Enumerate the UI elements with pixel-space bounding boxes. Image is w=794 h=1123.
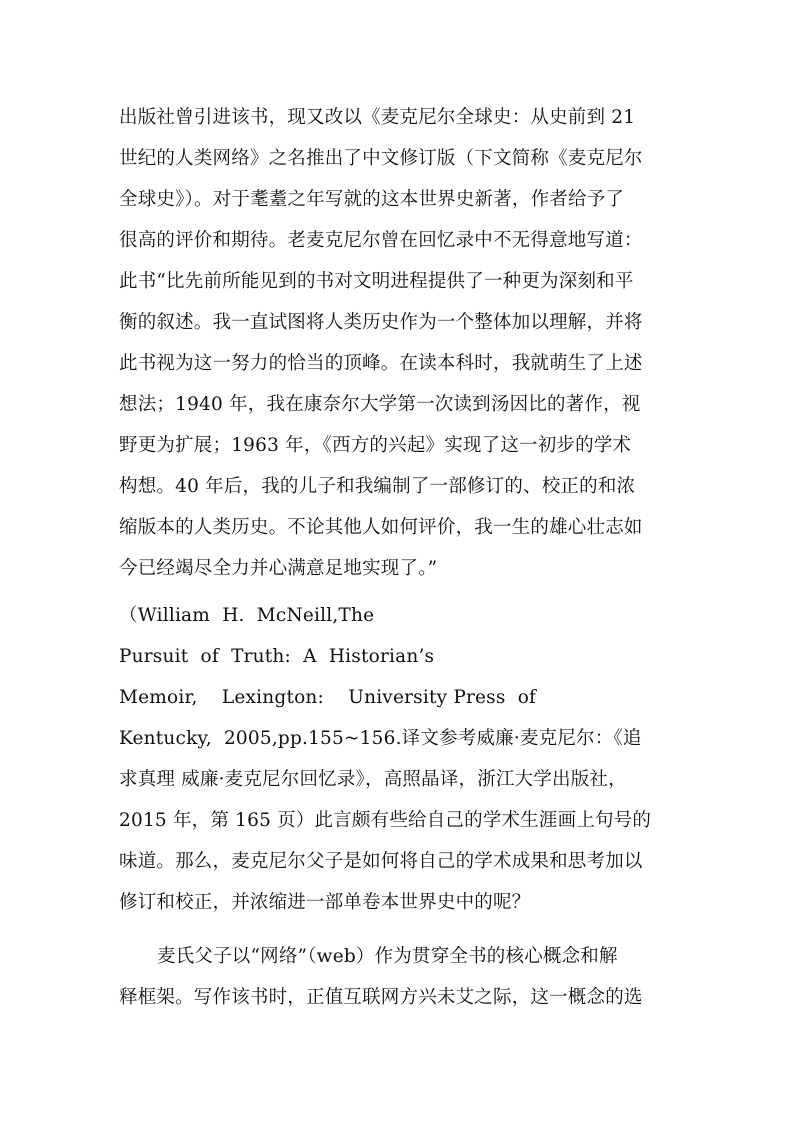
text-line: 今已经竭尽全力并心满意足地实现了。” — [119, 558, 438, 579]
text-line: 野更为扩展；1963 年，《西方的兴起》实现了这一初步的学术 — [119, 435, 632, 456]
text-line: 很高的评价和期待。老麦克尼尔曾在回忆录中不无得意地写道： — [119, 230, 643, 251]
text-line: 味道。那么，麦克尼尔父子是如何将自己的学术成果和思考加以 — [119, 851, 643, 872]
citation-line: Pursuit of Truth: A Historian’s — [119, 646, 435, 667]
text-line: 出版社曾引进该书，现又改以《麦克尼尔全球史：从史前到 21 — [119, 107, 636, 128]
citation-line: Memoir, Lexington: University Press of — [119, 687, 537, 708]
paragraph-start-line: 麦氏父子以“网络”（web）作为贯穿全书的核心概念和解 — [157, 946, 618, 967]
text-line: 衡的叙述。我一直试图将人类历史作为一个整体加以理解，并将 — [119, 312, 643, 333]
text-line: 2015 年，第 165 页）此言颇有些给自己的学术生涯画上句号的 — [119, 810, 652, 831]
citation-line: Kentucky, 2005,pp.155~156.译文参考威廉·麦克尼尔：《追 — [119, 728, 642, 749]
text-line: 释框架。写作该书时，正值互联网方兴未艾之际，这一概念的选 — [119, 987, 643, 1008]
text-line: 构想。40 年后，我的儿子和我编制了一部修订的、校正的和浓 — [119, 476, 636, 497]
text-line: 想法；1940 年，我在康奈尔大学第一次读到汤因比的著作，视 — [119, 394, 641, 415]
citation-line: （William H. McNeill,The — [119, 605, 375, 626]
text-line: 此书视为这一努力的恰当的顶峰。在读本科时，我就萌生了上述 — [119, 353, 643, 374]
text-line: 世纪的人类网络》之名推出了中文修订版（下文简称《麦克尼尔 — [119, 148, 643, 169]
text-line: 此书“比先前所能见到的书对文明进程提供了一种更为深刻和平 — [119, 271, 634, 292]
text-line: 缩版本的人类历史。不论其他人如何评价，我一生的雄心壮志如 — [119, 517, 643, 538]
text-line: 全球史》）。对于耄耋之年写就的这本世界史新著，作者给予了 — [119, 189, 625, 210]
text-line: 修订和校正，并浓缩进一部单卷本世界史中的呢？ — [119, 892, 531, 913]
text-line: 求真理 威廉·麦克尼尔回忆录》，高照晶译，浙江大学出版社， — [119, 769, 627, 790]
